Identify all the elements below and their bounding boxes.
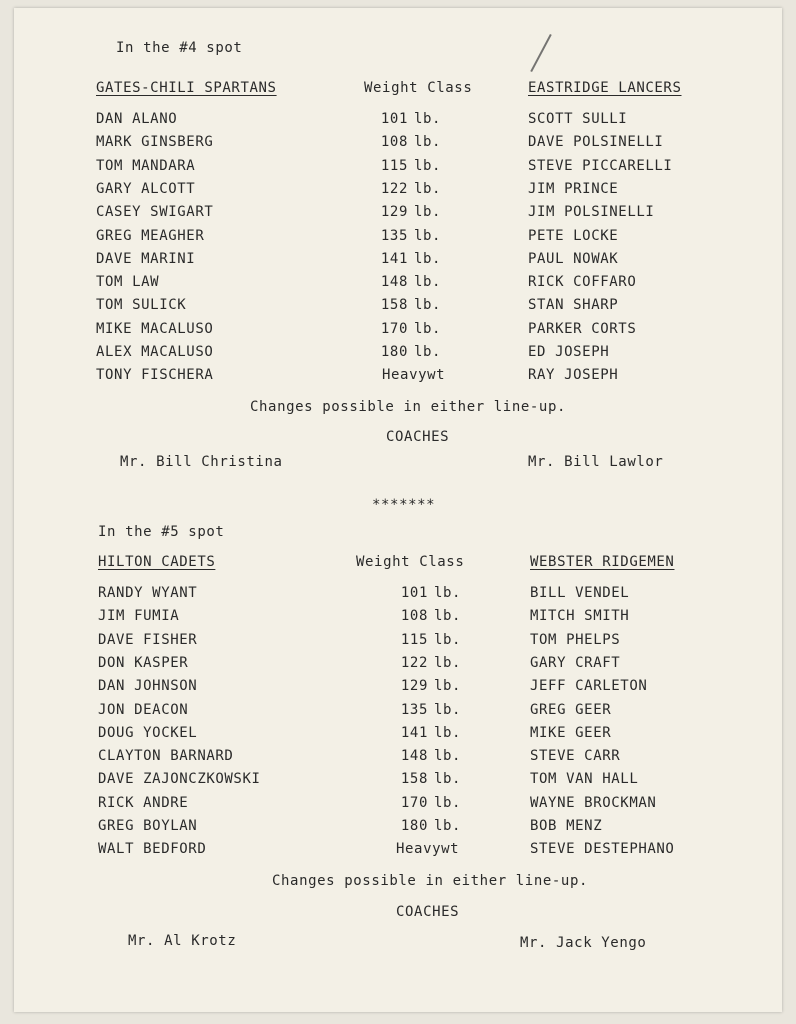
away-coach: Mr. Bill Lawlor — [528, 454, 664, 470]
away-wrestler: TOM PHELPS — [530, 631, 621, 648]
away-wrestler: STEVE DESTEPHANO — [530, 841, 675, 858]
weight-class: 108 — [400, 608, 428, 625]
home-wrestler: TOM LAW — [96, 274, 160, 291]
weight-unit: lb. — [414, 134, 442, 151]
home-wrestler: GREG MEAGHER — [96, 227, 205, 244]
away-coach: Mr. Jack Yengo — [520, 935, 647, 951]
weight-unit: lb. — [414, 297, 442, 314]
away-wrestler: JIM POLSINELLI — [528, 204, 655, 221]
weight-class: 170 — [400, 794, 428, 811]
spot-heading: In the #4 spot — [116, 40, 243, 56]
weight-unit: lb. — [434, 654, 462, 671]
home-wrestler: TOM SULICK — [96, 297, 187, 314]
home-wrestler: MIKE MACALUSO — [96, 320, 214, 337]
away-wrestler: PARKER CORTS — [528, 320, 637, 337]
section-separator: ******* — [372, 497, 436, 513]
away-wrestler: GREG GEER — [530, 701, 612, 718]
weight-class: 135 — [380, 227, 408, 244]
home-wrestler: JIM FUMIA — [98, 608, 180, 625]
away-wrestler: MITCH SMITH — [530, 608, 630, 625]
home-wrestler: DAN JOHNSON — [98, 678, 198, 695]
home-team-name: HILTON CADETS — [98, 554, 216, 570]
home-wrestler: DAVE FISHER — [98, 631, 198, 648]
away-wrestler: GARY CRAFT — [530, 654, 621, 671]
weight-unit: lb. — [434, 771, 462, 788]
home-wrestler: TOM MANDARA — [96, 157, 196, 174]
weight-class: 158 — [400, 771, 428, 788]
changes-note: Changes possible in either line-up. — [272, 873, 589, 889]
home-coach: Mr. Al Krotz — [128, 933, 237, 949]
home-wrestler: DAN ALANO — [96, 111, 178, 127]
away-wrestler: DAVE POLSINELLI — [528, 134, 664, 151]
spot-heading: In the #5 spot — [98, 524, 225, 540]
coaches-label: COACHES — [396, 904, 460, 920]
away-wrestler: STAN SHARP — [528, 297, 619, 314]
weight-class: 108 — [380, 134, 408, 151]
weight-class: 129 — [400, 678, 428, 695]
away-wrestler: WAYNE BROCKMAN — [530, 794, 657, 811]
weight-unit: lb. — [434, 631, 462, 648]
weight-class: 135 — [400, 701, 428, 718]
home-wrestler: TONY FISCHERA — [96, 367, 214, 384]
weight-class: 101 — [380, 111, 408, 127]
home-coach: Mr. Bill Christina — [120, 454, 283, 470]
weight-class: 148 — [400, 748, 428, 765]
weight-unit: lb. — [434, 701, 462, 718]
away-wrestler: PETE LOCKE — [528, 227, 619, 244]
coaches-label: COACHES — [386, 429, 450, 445]
weight-class: 122 — [400, 654, 428, 671]
weight-class: 180 — [400, 818, 428, 834]
home-wrestler: DAVE ZAJONCZKOWSKI — [98, 771, 261, 788]
weight-class: 129 — [380, 204, 408, 221]
away-wrestler: MIKE GEER — [530, 724, 612, 741]
weight-class: 170 — [380, 320, 408, 337]
weight-unit: lb. — [434, 818, 462, 834]
weight-unit: lb. — [414, 320, 442, 337]
weight-class: 115 — [380, 157, 408, 174]
weight-unit: lb. — [434, 608, 462, 625]
home-wrestler: DON KASPER — [98, 654, 189, 671]
weight-unit: lb. — [414, 111, 442, 127]
home-wrestler: WALT BEDFORD — [98, 841, 207, 858]
weight-class: 122 — [380, 180, 408, 197]
away-team-name: EASTRIDGE LANCERS — [528, 80, 682, 96]
weight-unit: lb. — [434, 748, 462, 765]
weight-class-header: Weight Class — [356, 554, 465, 570]
weight-class: 180 — [380, 344, 408, 360]
away-team-name: WEBSTER RIDGEMEN — [530, 554, 675, 570]
away-wrestler: PAUL NOWAK — [528, 250, 619, 267]
weight-unit: lb. — [434, 585, 462, 601]
home-wrestler: GARY ALCOTT — [96, 180, 196, 197]
home-wrestler: ALEX MACALUSO — [96, 344, 214, 360]
weight-unit: lb. — [414, 344, 442, 360]
weight-unit: lb. — [414, 204, 442, 221]
weight-class: Heavywt — [382, 367, 446, 384]
weight-unit: lb. — [434, 794, 462, 811]
changes-note: Changes possible in either line-up. — [250, 399, 567, 415]
weight-class: 141 — [380, 250, 408, 267]
home-wrestler: DAVE MARINI — [96, 250, 196, 267]
away-wrestler: TOM VAN HALL — [530, 771, 639, 788]
weight-unit: lb. — [414, 157, 442, 174]
weight-class: 148 — [380, 274, 408, 291]
away-wrestler: STEVE PICCARELLI — [528, 157, 673, 174]
away-wrestler: JEFF CARLETON — [530, 678, 648, 695]
weight-unit: lb. — [414, 227, 442, 244]
weight-class-header: Weight Class — [364, 80, 473, 96]
home-wrestler: DOUG YOCKEL — [98, 724, 198, 741]
weight-class: 115 — [400, 631, 428, 648]
home-wrestler: GREG BOYLAN — [98, 818, 198, 834]
home-wrestler: CLAYTON BARNARD — [98, 748, 234, 765]
home-wrestler: RANDY WYANT — [98, 585, 198, 601]
away-wrestler: RAY JOSEPH — [528, 367, 619, 384]
home-wrestler: CASEY SWIGART — [96, 204, 214, 221]
away-wrestler: RICK COFFARO — [528, 274, 637, 291]
away-wrestler: BILL VENDEL — [530, 585, 630, 601]
away-wrestler: STEVE CARR — [530, 748, 621, 765]
away-wrestler: JIM PRINCE — [528, 180, 619, 197]
weight-class: 158 — [380, 297, 408, 314]
weight-unit: lb. — [434, 678, 462, 695]
weight-class: Heavywt — [396, 841, 460, 858]
away-wrestler: BOB MENZ — [530, 818, 603, 834]
away-wrestler: ED JOSEPH — [528, 344, 610, 360]
weight-class: 141 — [400, 724, 428, 741]
home-wrestler: RICK ANDRE — [98, 794, 189, 811]
away-wrestler: SCOTT SULLI — [528, 111, 628, 127]
home-wrestler: JON DEACON — [98, 701, 189, 718]
weight-class: 101 — [400, 585, 428, 601]
weight-unit: lb. — [414, 180, 442, 197]
weight-unit: lb. — [414, 250, 442, 267]
weight-unit: lb. — [414, 274, 442, 291]
weight-unit: lb. — [434, 724, 462, 741]
home-wrestler: MARK GINSBERG — [96, 134, 214, 151]
home-team-name: GATES-CHILI SPARTANS — [96, 80, 277, 96]
